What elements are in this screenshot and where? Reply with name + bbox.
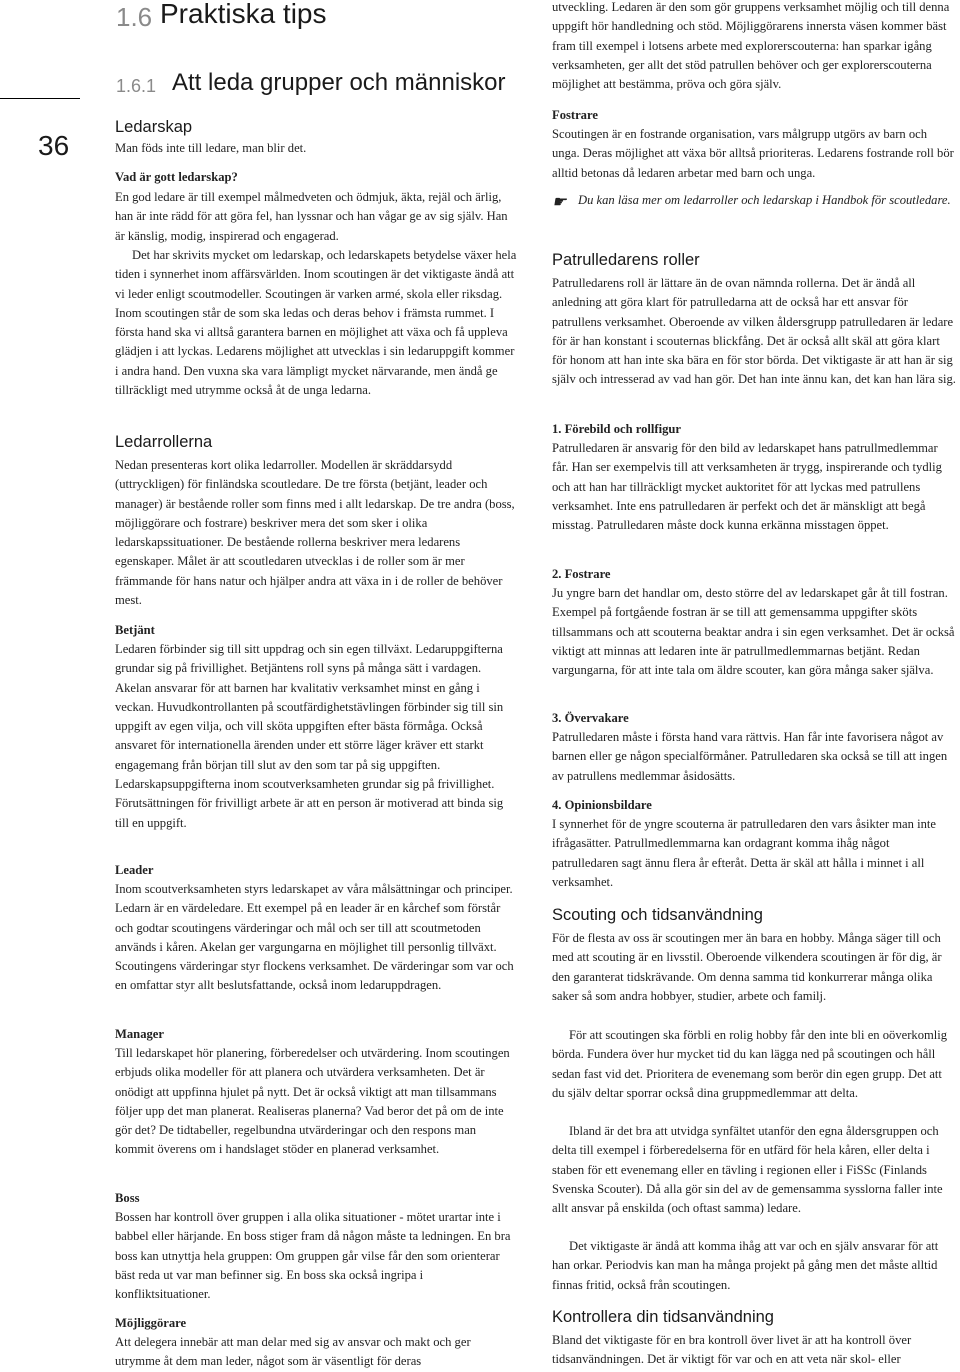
heading-forebild: 1. Förebild och rollfigur bbox=[552, 422, 681, 436]
handbook-note-text: Du kan läsa mer om ledarroller och ledarskap i Handbok för scoutledare. bbox=[578, 193, 951, 207]
page-number-rule bbox=[0, 98, 80, 99]
section-number: 1.6 bbox=[116, 2, 153, 32]
heading-ledarskap: Ledarskap bbox=[115, 118, 193, 136]
heading-fostrare: Fostrare bbox=[552, 108, 598, 122]
heading-mojliggorare: Möjliggörare bbox=[115, 1316, 187, 1330]
paragraph-mojliggorare: Att delegera innebär att man delar med sig av ansvar och makt och ger utrymme åt dem man leder, något som är väsentligt för deras bbox=[115, 1335, 471, 1369]
section-title: Praktiska tips bbox=[160, 0, 327, 29]
paragraph-tid-1: För de flesta av oss är scoutingen mer än bara en hobby. Många säger till och med att scouting är en livsstil. Oberoende vilkendera scoutingen är för dig, är den garanterat tidskrävande. Om denna samma tid konkurrerar många olika saker så som andra hobbyer, studier, arbete och familj. bbox=[552, 931, 942, 1003]
handbook-note bbox=[552, 191, 957, 210]
heading-boss: Boss bbox=[115, 1191, 140, 1205]
paragraph-opinionsbildare: I synnerhet för de yngre scouterna är patrulledaren den vars åsikter man inte ifrågasätter. Patrullmedlemmarna kan ordagrant komma ihåg något patrulledaren sagt ännu flera år efteråt. Detta är skäl att hålla i minnet i all verksamhet. bbox=[552, 817, 936, 889]
paragraph-leader: Inom scoutverksamheten styrs ledarskapet av våra målsättningar och principer. Ledarn är en värdeledare. Ett exempel på en leader är en kårchef som förstår och godtar scoutingens värderingar och mål och ser till att scoutmetoden används i kåren. Akelan ger vargungarna en möjlighet till personlig tillväxt. Scoutingens värderingar styr flockens verksamhet. De värderingar som var och en omfattar styr allt beslutsfattande, också inom ledaruppdragen. bbox=[115, 882, 514, 993]
paragraph-kontrollera: Bland det viktigaste för en bra kontroll över livet är att ha kontroll över tidsanvändningen. Det är viktigt för var och en att veta när skol- eller bbox=[552, 1333, 912, 1367]
heading-scouting-tidsanvandning: Scouting och tidsanvändning bbox=[552, 906, 763, 924]
paragraph-patrulledaren: Patrulledarens roll är lättare än de ovan nämnda rollerna. Det är ändå all anledning att göra klart för patrulledarna att de också har ett ansvar för patrullens verksamhet. Oberoende av vilken åldersgrupp patrulledaren är ledare för är han konstant i scouternas blickfång. Det är också allt skäl att göra klart för honom att han inte ska bära en för stor börda. Det viktigaste är att han är sig själv och intresserad av vad han gör. Det han inte ännu kan, det kan han lära sig. bbox=[552, 276, 956, 387]
heading-betjant: Betjänt bbox=[115, 623, 155, 637]
subsection-title: Att leda grupper och människor bbox=[172, 69, 506, 96]
heading-opinionsbildare: 4. Opinionsbildare bbox=[552, 798, 652, 812]
paragraph-forebild: Patrulledaren är ansvarig för den bild av ledarskapet hans patrullmedlemmar får. Han ser exempelvis till att verksamheten är trygg, inspirerande och tydlig och att han har tillräckligt mycket auktoritet för att lyckas med patrullens verksamhet. Inte ens patrulledaren är perfekt och det är mänskligt att begå misstag. Patrulledaren måste dock kunna erkänna misstagen öppet. bbox=[552, 441, 942, 533]
paragraph-tid-3: Ibland är det bra att utvidga synfältet utanför den egna åldersgruppen och delta till exempel i förberedelserna för en utfärd för hela kåren, eller delta i staben för ett evenemang eller en tävling i regionen eller i FiSSc (Finlands Svenska Scouter). Då alla gör sin del av de gemensamma sysslorna faller inte allt ansvar på enskilda (och oftast samma) ledare. bbox=[552, 1124, 943, 1216]
paragraph-leadership-context: Det har skrivits mycket om ledarskap, och ledarskapets betydelse växer hela tiden i synnerhet inom affärsvärlden. Inom scoutingen är det viktigaste ändå att vi leder enligt scoutmodeller. Scoutingen är varken armé, skola eller riksdag. Inom scoutingen står de som ska ledas och deras behov i främsta rummet. I första hand ska vi alltså garantera barnen en möjlighet att växa och få uppleva glädjen i att lyckas. Ledarens möjlighet att utvecklas i sin ledaruppgift kommer i andra hand. Den vuxna ska vara lämpligt mycket närvarande, men ändå ge tillräckligt med utrymme också åt de unga ledarna. bbox=[115, 248, 517, 398]
heading-ledarrollerna: Ledarrollerna bbox=[115, 433, 213, 451]
tagline: Man föds inte till ledare, man blir det. bbox=[115, 141, 307, 155]
heading-kontrollera: Kontrollera din tidsanvändning bbox=[552, 1308, 774, 1326]
paragraph-tid-4: Det viktigaste är ändå att komma ihåg att var och en själv ansvarar för att han orkar. Periodvis kan man ha många projekt på gång men det måste alltid finnas fritid, också från scoutingen. bbox=[552, 1239, 939, 1292]
heading-vad-ar-gott: Vad är gott ledarskap? bbox=[115, 170, 238, 184]
paragraph-boss: Bossen har kontroll över gruppen i alla olika situationer - mötet urartar inte i babbel eller härjande. En boss stiger fram då någon måste ta ledningen. En bra boss kan utnyttja hela gruppen: Om gruppen går vilse får den som orienterar bäst reda ut var man befinner sig. En boss ska också ingripa i konfliktsituationer. bbox=[115, 1210, 511, 1302]
heading-fostrare-2: 2. Fostrare bbox=[552, 567, 611, 581]
paragraph-overvakare: Patrulledaren måste i första hand vara rättvis. Han får inte favorisera något av barnen eller ge någon specialförmåner. Patrulledaren ska också se till att ingen av patrullens medlemmar åsidosätts. bbox=[552, 730, 948, 783]
page-number: 36 bbox=[38, 130, 70, 161]
subsection-number: 1.6.1 bbox=[116, 76, 157, 96]
heading-overvakare: 3. Övervakare bbox=[552, 711, 629, 725]
heading-patrulledarens-roller: Patrulledarens roller bbox=[552, 251, 700, 269]
paragraph-manager: Till ledarskapet hör planering, förberedelser och utvärdering. Inom scoutingen erbjuds olika modeller för att planera och utvärdera verksamheten. Det är onödigt att uppfinna hjulet på nytt. Det är också viktigt att man tillsammans följer upp det man planerat. Realiseras planerna? Vad beror det på om de inte gör det? De tidtabeller, regelbundna utvärderingar och den respons man kommit överens om i handslaget stöder en planerad verksamhet. bbox=[115, 1046, 510, 1157]
heading-leader: Leader bbox=[115, 863, 154, 877]
paragraph-good-leader: En god ledare är till exempel målmedveten och ödmjuk, äkta, rejäl och ärlig, han är inte rädd för att göra fel, han lyssnar och han vågar ge av sig själv. Han är känslig, modig, inspirerad och engagerad. bbox=[115, 190, 508, 243]
paragraph-fostrare-2: Ju yngre barn det handlar om, desto större del av ledarskapet går åt till fostran. Exempel på fortgående fostran är se till att gemensamma uppgifter sköts tillsammans och att scouterna beaktar andra i sin egen verksamhet. Det är också viktigt att minnas att ledaren inte är patrullmedlemmarnas betjänt. Redan vargungarna, för att inte tala om äldre scouter, kan göra många saker själva. bbox=[552, 586, 955, 678]
paragraph-betjant: Ledaren förbinder sig till sitt uppdrag och sin egen tillväxt. Ledaruppgifterna grundar sig på frivillighet. Betjäntens roll syns på många sätt i vardagen. Akelan ansvarar för att barnen har kvalitativ verksamhet minst en gång i veckan. Huvudkontrollanten på scoutfärdighetstävlingen förbinder sig till sin uppgift av egen vilja, och vill sköta uppgiften efter bästa förmåga. Också ansvaret för internationella ärenden under ett större läger kräver ett starkt engagemang från början till slut av den som tar på sig uppgiften. Ledarskapsuppgifterna inom scoutverksamheten grundar sig på frivillighet. Förutsättningen för frivilligt arbete är att en person är motiverad att binda sig till en uppgift. bbox=[115, 642, 504, 830]
paragraph-tid-2: För att scoutingen ska förbli en rolig hobby får den inte bli en oöverkomlig börda. Fundera över hur mycket tid du kan lägga ned på scoutingen och håll sedan fast vid det. Prioritera de evenemang som berör din egen grupp. Det att du själv deltar sporrar också dina gruppmedlemmar att delta. bbox=[552, 1028, 948, 1100]
paragraph-roles-intro: Nedan presenteras kort olika ledarroller. Modellen är skräddarsydd (uttryckligen) för finländska scoutledare. De tre första (betjänt, leader och manager) är bestående roller som finns med i allt ledarskap. De tre andra (boss, möjliggörare och fostrare) beskriver mera det som sker i olika ledarskapssituationer. De bestående rollerna beskriver mera ledarens egenskaper. Målet är att scoutledaren utvecklas i de roller som är mer främmande för hans natur och hjälper andra att växa in i de roller de behöver mest. bbox=[115, 458, 515, 608]
paragraph-fostrare: Scoutingen är en fostrande organisation, vars målgrupp utgörs av barn och unga. Deras möjlighet att växa bör alltså prioriteras. Ledarens fostrande roll bör alltid betonas då ledaren arbetar med barn och unga. bbox=[552, 127, 954, 180]
heading-manager: Manager bbox=[115, 1027, 164, 1041]
paragraph-continued: utveckling. Ledaren är den som gör gruppens verksamhet möjlig och till denna uppgift hör handledning och stöd. Möjliggörarens innersta väsen kommer bäst fram till exempel i lotsens arbete med explorerscouterna: han sparkar igång verksamheten, ger allt det stöd patrullen behöver och ger explorerscouterna möjlighet att bestämma, pröva och göra själv. bbox=[552, 0, 950, 92]
pointing-hand-icon: ☛ bbox=[552, 194, 567, 211]
